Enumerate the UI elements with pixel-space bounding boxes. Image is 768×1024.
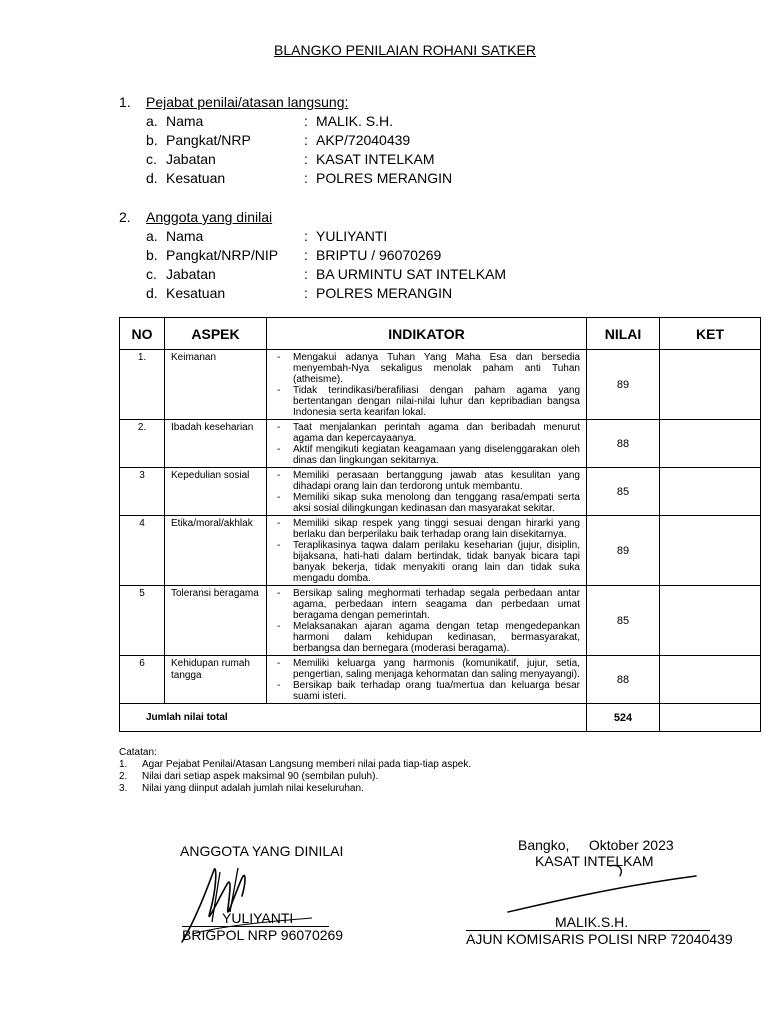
- signer-right-heading: KASAT INTELKAM: [535, 853, 654, 869]
- field-letter: d.: [146, 285, 158, 301]
- field-key: Pangkat/NRP: [166, 132, 251, 148]
- row-aspek: Keimanan: [165, 350, 267, 420]
- row-nilai: 88: [587, 420, 660, 468]
- field-letter: b.: [146, 247, 158, 263]
- field-colon: :: [304, 247, 308, 263]
- row-no: 5: [120, 586, 165, 656]
- table-row: [120, 420, 761, 468]
- notes-heading: Catatan:: [119, 747, 157, 758]
- indikator-item: - Bersikap saling meghormati terhadap segala perbedaan antar agama, perbedaan intern seagama dan perbedaan umat beragama dengan pemerintah.: [273, 588, 580, 621]
- note-number: 2.: [119, 771, 128, 782]
- field-key: Kesatuan: [166, 170, 226, 186]
- row-indikator: [267, 586, 587, 656]
- field-row: [146, 227, 546, 246]
- note-item: [119, 759, 471, 771]
- header-indikator: INDIKATOR: [267, 318, 587, 350]
- field-colon: :: [304, 266, 308, 282]
- row-ket: [660, 350, 761, 420]
- field-colon: :: [304, 151, 308, 167]
- row-no: 3: [120, 468, 165, 516]
- signer-left-name: YULIYANTI: [222, 910, 294, 926]
- field-value: MALIK. S.H.: [316, 113, 394, 129]
- notes: [119, 747, 471, 795]
- row-nilai: 85: [587, 468, 660, 516]
- header-no: NO: [120, 318, 165, 350]
- row-nilai: 88: [587, 656, 660, 704]
- row-aspek: Ibadah keseharian: [165, 420, 267, 468]
- field-colon: :: [304, 113, 308, 129]
- row-no: 4: [120, 516, 165, 586]
- field-value: YULIYANTI: [316, 228, 388, 244]
- field-colon: :: [304, 228, 308, 244]
- table-row: [120, 586, 761, 656]
- row-no: 6: [120, 656, 165, 704]
- field-row: [146, 246, 546, 265]
- row-ket: [660, 420, 761, 468]
- row-indikator: [267, 516, 587, 586]
- field-value: KASAT INTELKAM: [316, 151, 435, 167]
- header-aspek: ASPEK: [165, 318, 267, 350]
- row-indikator: [267, 420, 587, 468]
- field-value: BRIPTU / 96070269: [316, 247, 442, 263]
- header-ket: KET: [660, 318, 761, 350]
- field-key: Pangkat/NRP/NIP: [166, 247, 279, 263]
- indikator-item: - Memiliki perasaan bertanggung jawab atas kesulitan yang dihadapi orang lain dan terdorong untuk membantu.: [273, 470, 580, 492]
- field-letter: c.: [146, 151, 157, 167]
- row-nilai: 89: [587, 516, 660, 586]
- field-colon: :: [304, 285, 308, 301]
- row-ket: [660, 516, 761, 586]
- signer-left-rank: BRIGPOL NRP 96070269: [182, 927, 344, 943]
- field-letter: c.: [146, 266, 157, 282]
- indikator-item: - Tidak terindikasi/berafiliasi dengan paham agama yang bertentangan dengan nilai-nilai luhur dan kepribadian bangsa Indonesia serta kearifan lokal.: [273, 385, 580, 418]
- row-aspek: Etika/moral/akhlak: [165, 516, 267, 586]
- assessment-table: [119, 317, 761, 732]
- field-row: [146, 112, 546, 131]
- indikator-item: - Melaksanakan ajaran agama dengan tetap mengedepankan harmoni dalam kehidupan kedinasan, bermasyarakat, berbangsa dan bernegara (moderasi beragama).: [273, 621, 580, 654]
- place-date: Bangko, Oktober 2023: [518, 837, 674, 853]
- total-label: Jumlah nilai total: [120, 704, 587, 732]
- total-value: 524: [587, 704, 660, 732]
- section-1-fields: [146, 112, 546, 188]
- field-row: [146, 169, 546, 188]
- indikator-item: - Aktif mengikuti kegiatan keagamaan yang diselenggarakan oleh dinas dan lingkungan sekitarnya.: [273, 444, 580, 466]
- note-item: [119, 783, 471, 795]
- field-row: [146, 284, 546, 303]
- row-indikator: [267, 350, 587, 420]
- row-nilai: 89: [587, 350, 660, 420]
- field-colon: :: [304, 132, 308, 148]
- field-letter: a.: [146, 228, 158, 244]
- note-text: Agar Pejabat Penilai/Atasan Langsung memberi nilai pada tiap-tiap aspek.: [142, 759, 472, 770]
- field-row: [146, 131, 546, 150]
- indikator-item: - Memiliki sikap respek yang tinggi sesuai dengan hirarki yang berlaku dan berperilaku baik terhadap orang lain disekitarnya.: [273, 518, 580, 540]
- row-aspek: Kepedulian sosial: [165, 468, 267, 516]
- table-row: [120, 656, 761, 704]
- field-key: Nama: [166, 228, 204, 244]
- total-ket-cell: [660, 704, 761, 732]
- section-2-number: 2.: [119, 209, 131, 225]
- row-ket: [660, 586, 761, 656]
- row-indikator: [267, 468, 587, 516]
- row-indikator: [267, 656, 587, 704]
- indikator-item: - Mengakui adanya Tuhan Yang Maha Esa dan bersedia menyembah-Nya sekaligus menolak paham anti Tuhan (atheisme).: [273, 352, 580, 385]
- note-number: 3.: [119, 783, 128, 794]
- field-letter: d.: [146, 170, 158, 186]
- field-key: Jabatan: [166, 266, 216, 282]
- indikator-item: - Memiliki keluarga yang harmonis (komunikatif, jujur, setia, pengertian, saling menjaga kehormatan dan saling menyayangi).: [273, 658, 580, 680]
- field-value: POLRES MERANGIN: [316, 170, 453, 186]
- indikator-item: - Teraplikasinya taqwa dalam perilaku keseharian (jujur, disiplin, bijaksana, hati-hati dalam bertindak, tidak banyak bicara tapi banyak bekerja, tidak menyakiti orang lain dan tidak suka mengadu domba.: [273, 540, 580, 584]
- section-1-number: 1.: [119, 94, 131, 110]
- indikator-item: - Taat menjalankan perintah agama dan beribadah menurut agama dan kepercayaanya.: [273, 422, 580, 444]
- document-title: BLANGKO PENILAIAN ROHANI SATKER: [274, 42, 536, 58]
- row-ket: [660, 656, 761, 704]
- field-row: [146, 150, 546, 169]
- table-row: [120, 350, 761, 420]
- field-colon: :: [304, 170, 308, 186]
- section-1-heading: Pejabat penilai/atasan langsung:: [146, 94, 349, 110]
- field-row: [146, 265, 546, 284]
- row-no: 2.: [120, 420, 165, 468]
- header-nilai: NILAI: [587, 318, 660, 350]
- field-value: BA URMINTU SAT INTELKAM: [316, 266, 507, 282]
- signer-left-heading: ANGGOTA YANG DINILAI: [180, 843, 344, 859]
- note-number: 1.: [119, 759, 128, 770]
- row-ket: [660, 468, 761, 516]
- signature-right-icon: [500, 862, 710, 920]
- table-header-row: [120, 318, 761, 350]
- signer-right-rank: AJUN KOMISARIS POLISI NRP 72040439: [466, 931, 733, 947]
- field-key: Kesatuan: [166, 285, 226, 301]
- table-row: [120, 468, 761, 516]
- signer-right-name: MALIK.S.H.: [555, 914, 629, 930]
- section-2-heading: Anggota yang dinilai: [146, 209, 273, 225]
- indikator-item: - Bersikap baik terhadap orang tua/mertua dan keluarga besar suami isteri.: [273, 680, 580, 702]
- section-2-fields: [146, 227, 546, 303]
- note-text: Nilai yang diinput adalah jumlah nilai keseluruhan.: [142, 783, 364, 794]
- row-aspek: Kehidupan rumah tangga: [165, 656, 267, 704]
- row-aspek: Toleransi beragama: [165, 586, 267, 656]
- field-value: POLRES MERANGIN: [316, 285, 453, 301]
- note-item: [119, 771, 471, 783]
- field-letter: a.: [146, 113, 158, 129]
- row-no: 1.: [120, 350, 165, 420]
- indikator-item: - Memiliki sikap suka menolong dan tenggang rasa/empati serta aksi sosial dilingkungan kedinasan dan masyarakat sekitar.: [273, 492, 580, 514]
- row-nilai: 85: [587, 586, 660, 656]
- field-key: Jabatan: [166, 151, 216, 167]
- note-text: Nilai dari setiap aspek maksimal 90 (sembilan puluh).: [142, 771, 379, 782]
- field-key: Nama: [166, 113, 204, 129]
- field-letter: b.: [146, 132, 158, 148]
- field-value: AKP/72040439: [316, 132, 411, 148]
- total-row: [120, 704, 761, 732]
- table-row: [120, 516, 761, 586]
